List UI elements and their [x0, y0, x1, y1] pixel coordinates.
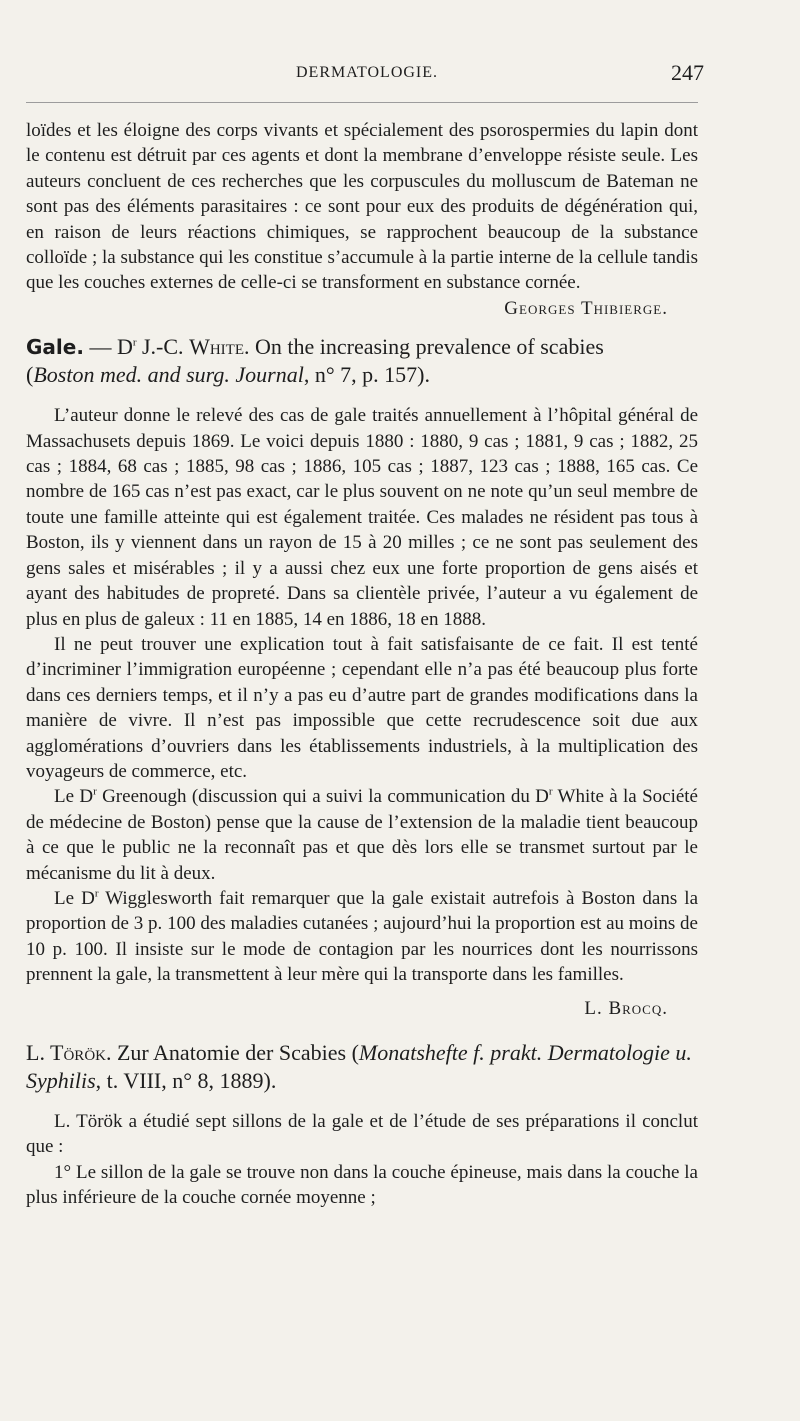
article-heading-torok	[26, 1039, 698, 1095]
heading-title: . Zur Anatomie der Scabies (	[105, 1040, 359, 1065]
wigglesworth-a: Le D	[54, 887, 95, 909]
paragraph-explanation: Il ne peut trouver une explication tout à fait satisfaisante de ce fait. Il est tenté d’incriminer l’immigration européenne ; cependant elle n’a pas été beaucoup plus forte dans ces derniers temps, et il n’y a pas eu d’autre part de grandes modifications dans la manière de vivre. Il n’est pas impossible que cette recrudescence soit due aux agglomérations d’ouvriers dans les établissements industriels, à la multiplication des voyageurs de commerce, etc.	[26, 633, 698, 782]
heading-article-title: . On the increasing prevalence of scabies	[243, 334, 604, 360]
heading-author-prefix: — D	[89, 334, 133, 360]
heading-journal: Boston med. and surg. Journal	[33, 362, 304, 388]
heading-author-name: White	[189, 334, 244, 360]
greenough-sup2: r	[548, 786, 553, 799]
paragraph-wigglesworth	[26, 886, 698, 988]
heading-author-sup: r	[132, 336, 137, 349]
heading-keyword: Gale.	[26, 335, 84, 360]
heading-author-initials: J.-C.	[136, 334, 190, 360]
paragraph-statistics: L’auteur donne le relevé des cas de gale traités annuellement à l’hôpital général de Massachusets depuis 1869. Le voici depuis 1880 : 1880, 9 cas ; 1881, 9 cas ; 1882, 25 cas ; 1884, 68 cas ; 1885, 98 cas ; 1886, 105 cas ; 1887, 123 cas ; 1888, 165 cas. Ce nombre de 165 cas n’est pas exact, car le plus souvent on ne note qu’un seul membre de toute une famille atteinte qui est également traitée. Ces malades ne résident pas tous à Boston, ils y viennent dans un rayon de 15 à 20 milles ; ce ne sont pas seulement des gens sales et misérables ; il y a aussi chez eux une forte proportion de gens aisés et ayant des habitudes de propreté. Dans sa clientèle privée, l’auteur a vu également de plus en plus de galeux : 11 en 1885, 14 en 1886, 18 en 1888.	[26, 405, 698, 630]
wigglesworth-b: Wigglesworth fait remarquer que la gale existait autrefois à Boston dans la proportion de 3 p. 100 des maladies cutanées ; aujourd’hui la proportion est au moins de 10 p. 100. Il insiste sur le mode de contagion par les nourrices dont les nourrissons prennent la gale, la transmettent à leur mère qui la transporte dans les familles.	[26, 887, 699, 986]
greenough-sup1: r	[93, 786, 97, 799]
page-body	[26, 118, 698, 1211]
running-head-title: DERMATOLOGIE.	[296, 64, 439, 81]
signature-brocq: L. Brocq.	[584, 997, 668, 1019]
greenough-a: Le D	[54, 786, 94, 808]
page-number: 247	[671, 60, 704, 85]
signature-thibierge: Georges Thibierge.	[504, 297, 668, 319]
paragraph-greenough	[26, 784, 698, 886]
header-rule	[26, 102, 698, 103]
heading-citation: , n° 7, p. 157).	[303, 362, 430, 388]
paragraph-torok-intro: L. Török a étudié sept sillons de la gale et de l’étude de ses préparations il conclut que :	[26, 1111, 698, 1158]
heading-paren: (	[26, 362, 34, 388]
paragraph-continuation: loïdes et les éloigne des corps vivants et spécialement des psorospermies du lapin dont le contenu est détruit par ces agents et dont la membrane d’enveloppe résiste seule. Les auteurs concluent de ces recherches que les corpuscules du molluscum de Bateman ne sont pas des éléments parasitaires : ce sont pour eux des produits de dégénération qui, en raison de leurs réactions chimiques, se rapprochent beaucoup de la substance colloïde ; la substance qui les constitue s’accumule à la partie interne de la cellule tandis que les couches externes de celle-ci se transforment en substance cornée.	[26, 120, 698, 294]
heading-journal: Monatshefte f. prakt. Dermatologie u. Syphilis	[26, 1040, 692, 1093]
running-head	[26, 60, 704, 88]
wigglesworth-sup: r	[94, 887, 99, 900]
greenough-c: White à la Société de médecine de Boston) pense que la cause de l’extension de la maladie tient beaucoup à ce que le public ne la reconnaît pas et que dès lors elle se transmet surtout par le mécanisme du lit à deux.	[26, 786, 698, 884]
heading-author: L. Török	[26, 1040, 106, 1065]
paragraph-conclusion-1: 1° Le sillon de la gale se trouve non dans la couche épineuse, mais dans la couche la plus inférieure de la couche cornée moyenne ;	[26, 1161, 698, 1209]
heading-citation: , t. VIII, n° 8, 1889).	[95, 1068, 277, 1093]
greenough-b: Greenough (discussion qui a suivi la communication du D	[96, 786, 549, 808]
article-heading-white	[26, 333, 698, 389]
